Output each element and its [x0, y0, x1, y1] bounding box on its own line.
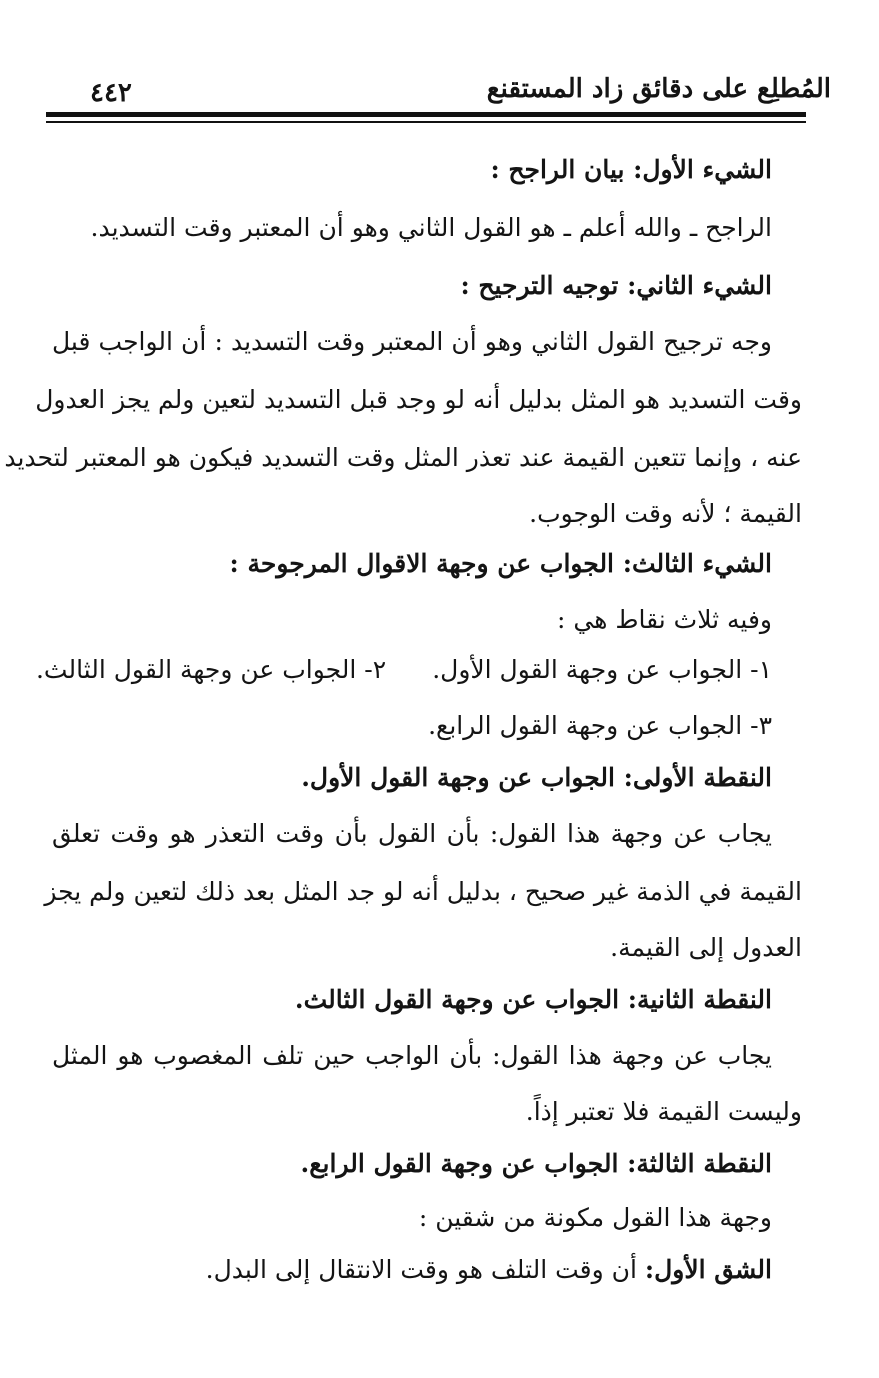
paragraph-line: وقت التسديد هو المثل بدليل أنه لو وجد قبل التسديد لتعين ولم يجز العدول	[35, 385, 802, 414]
heading-text: الشيء الأول: بيان الراجح :	[490, 155, 772, 184]
book-title: المُطلِع على دقائق زاد المستقنع	[486, 74, 831, 104]
paragraph-line: وجه ترجيح القول الثاني وهو أن المعتبر وقت التسديد : أن الواجب قبل	[52, 327, 772, 356]
heading-text: الشيء الثالث: الجواب عن وجهة الاقوال المرجوحة :	[229, 549, 772, 578]
paragraph-line: العدول إلى القيمة.	[610, 933, 802, 962]
paragraph-line: وليست القيمة فلا تعتبر إذاً.	[525, 1097, 802, 1126]
paragraph-line: وجهة هذا القول مكونة من شقين :	[418, 1203, 772, 1232]
paragraph-first-part	[52, 1250, 802, 1290]
header-rule-thin	[46, 121, 806, 123]
term-text: أن وقت التلف هو وقت الانتقال إلى البدل.	[205, 1255, 645, 1284]
heading-point-two	[52, 980, 802, 1020]
list-item: ١- الجواب عن وجهة القول الأول.	[432, 655, 772, 684]
paragraph-line: عنه ، وإنما تتعين القيمة عند تعذر المثل وقت التسديد فيكون هو المعتبر لتحديد	[4, 443, 802, 472]
heading-point-one	[52, 758, 802, 798]
list-item: ٢- الجواب عن وجهة القول الثالث.	[35, 655, 387, 684]
heading-first-thing	[52, 150, 802, 190]
heading-text: النقطة الثانية: الجواب عن وجهة القول الثالث.	[294, 985, 772, 1014]
points-list-row	[35, 650, 802, 690]
heading-text: الشيء الثاني: توجيه الترجيح :	[460, 271, 772, 300]
term-label: الشق الأول:	[644, 1255, 772, 1284]
paragraph-line: يجاب عن وجهة هذا القول: بأن الواجب حين تلف المغصوب هو المثل	[52, 1041, 772, 1070]
heading-text: النقطة الثالثة: الجواب عن وجهة القول الرابع.	[300, 1149, 772, 1178]
paragraph-points-intro: وفيه ثلاث نقاط هي :	[557, 605, 772, 634]
heading-third-thing	[52, 544, 802, 584]
header-rule-thick	[46, 112, 806, 117]
paragraph-line: القيمة ؛ لأنه وقت الوجوب.	[529, 499, 802, 528]
paragraph-line: يجاب عن وجهة هذا القول: بأن القول بأن وقت التعذر هو وقت تعلق	[52, 819, 772, 848]
heading-second-thing	[52, 266, 802, 306]
paragraph-line: القيمة في الذمة غير صحيح ، بدليل أنه لو جد المثل بعد ذلك لتعين ولم يجز	[44, 877, 802, 906]
page-number: ٤٤٢	[90, 78, 132, 108]
paragraph-preferred: الراجح ـ والله أعلم ـ هو القول الثاني وهو أن المعتبر وقت التسديد.	[90, 213, 772, 242]
heading-point-three	[52, 1144, 802, 1184]
list-item: ٣- الجواب عن وجهة القول الرابع.	[428, 711, 772, 740]
heading-text: النقطة الأولى: الجواب عن وجهة القول الأول.	[301, 763, 772, 792]
